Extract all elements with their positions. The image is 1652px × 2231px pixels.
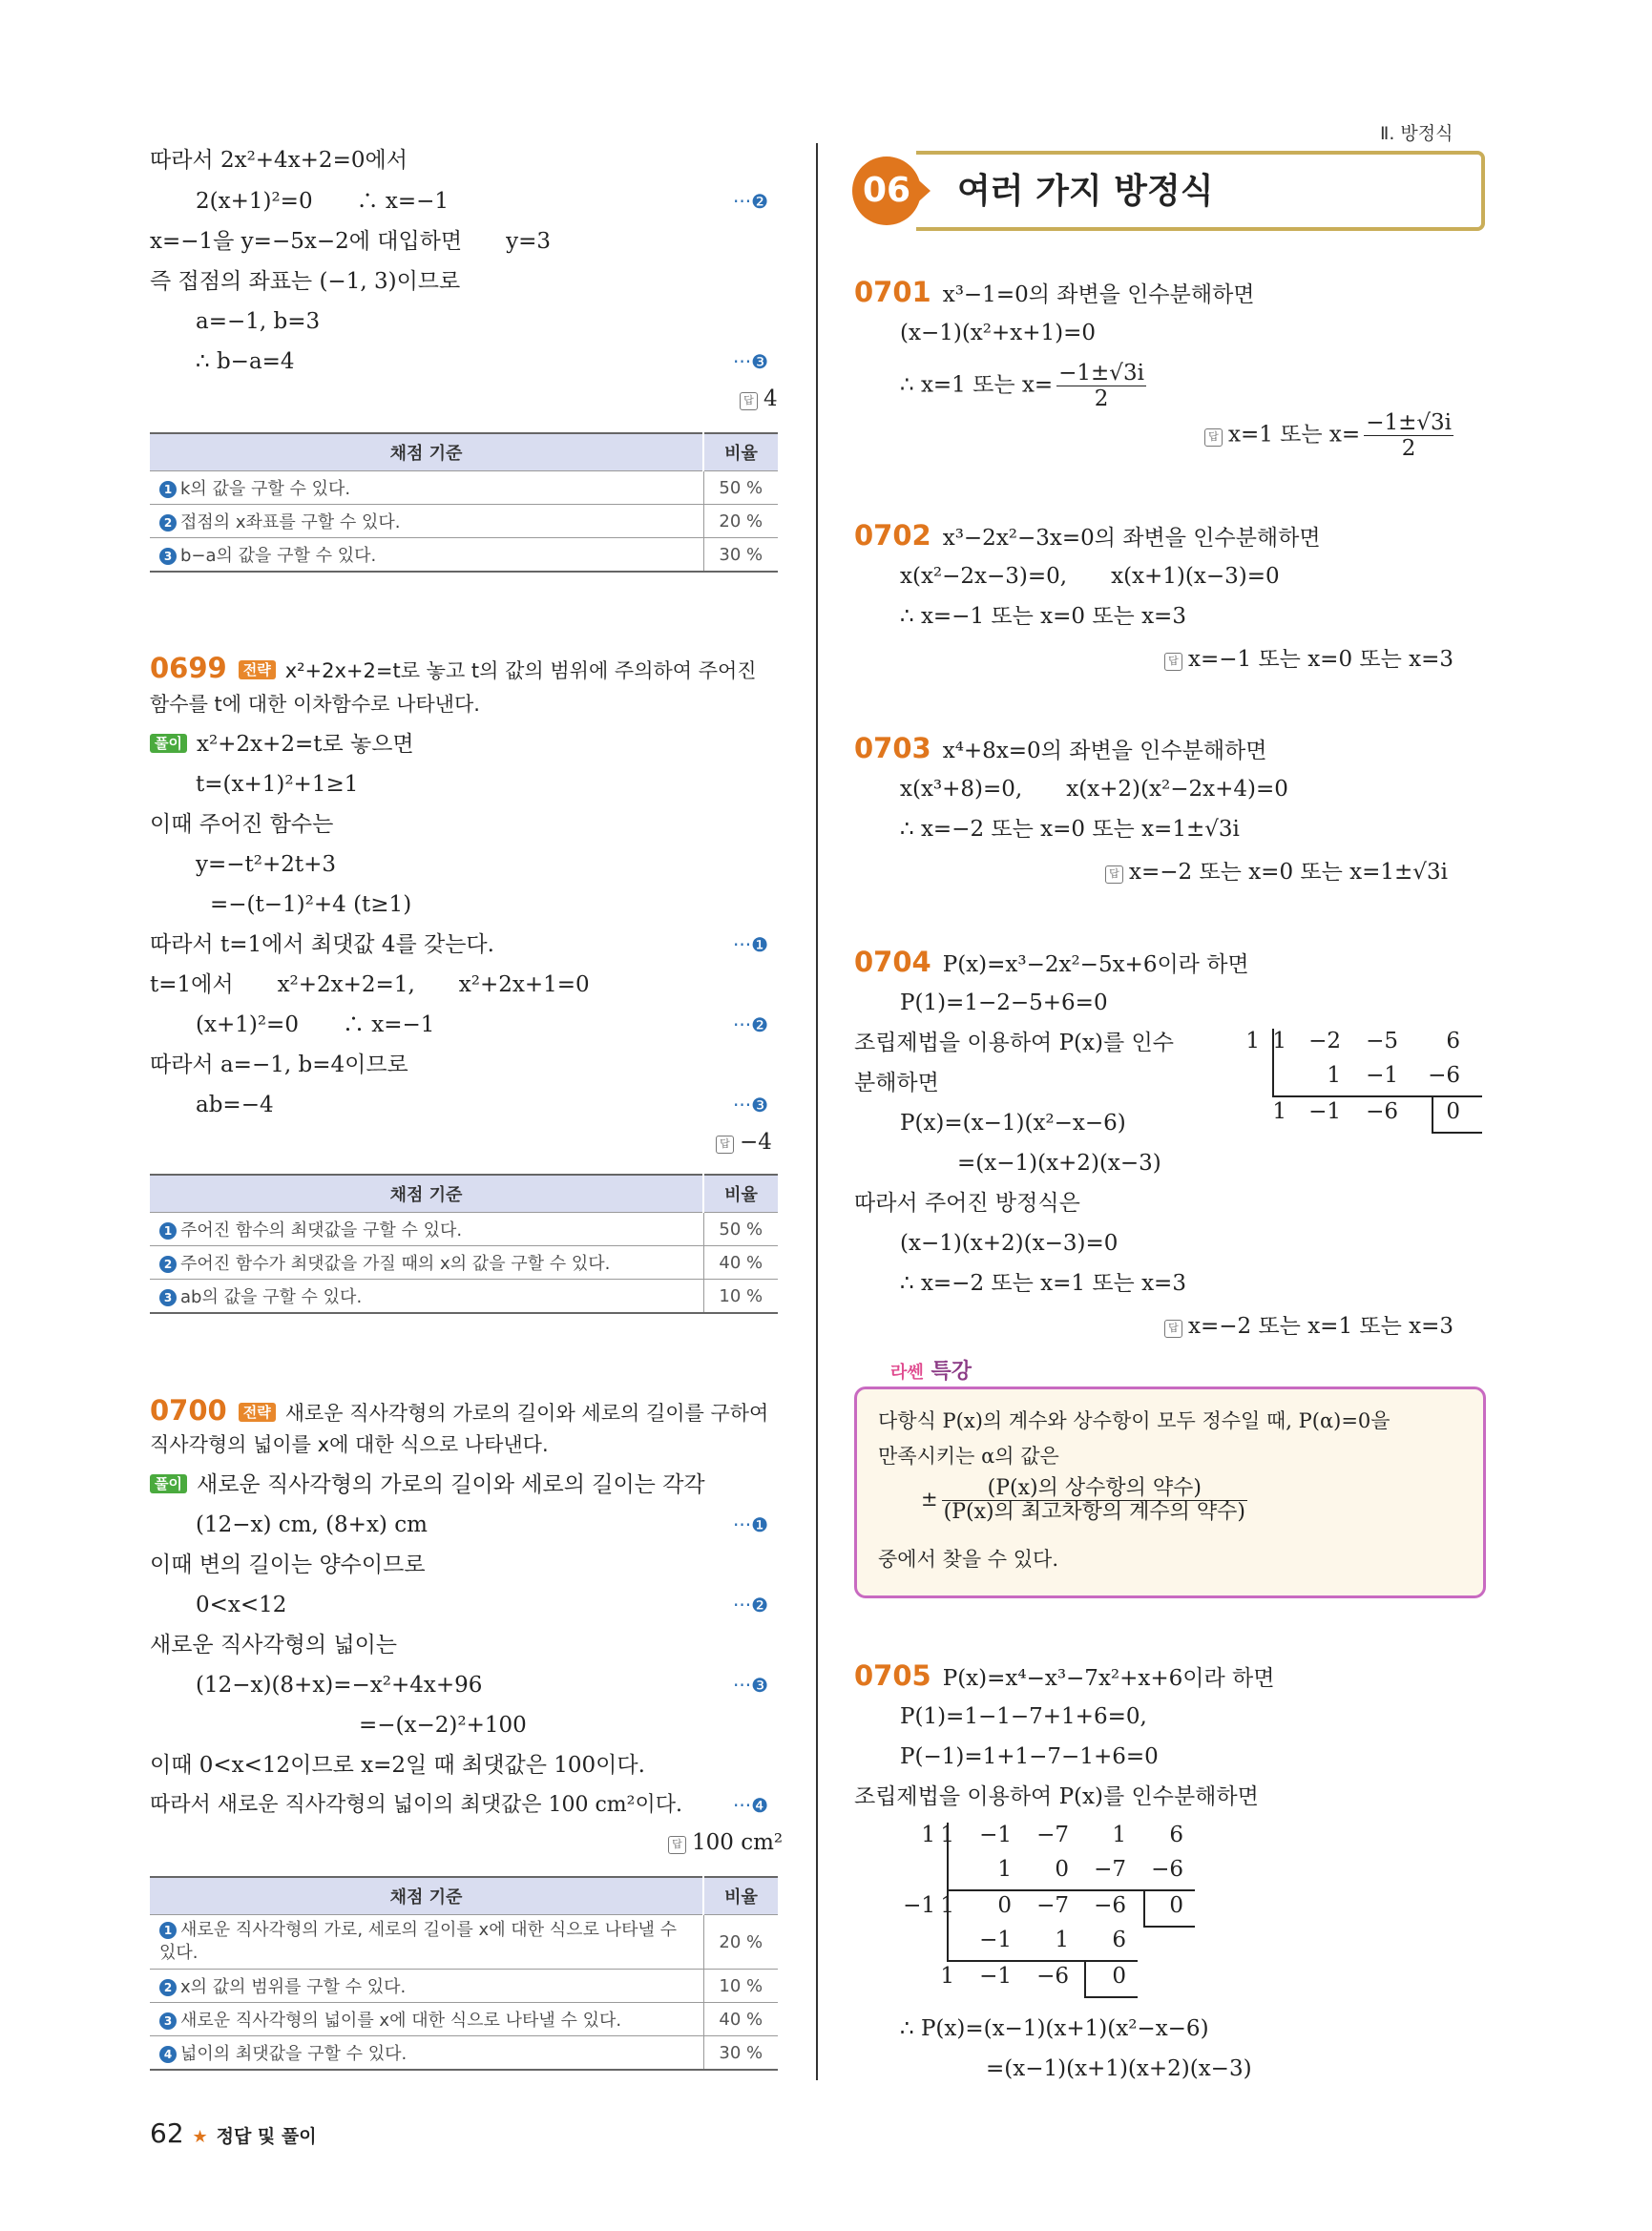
text-line: 조립제법을 이용하여 P(x)를 인수분해하면 — [854, 1784, 1259, 1809]
scoring-table-0699 — [150, 1174, 778, 1314]
table-row: 2 접점의 x좌표를 구할 수 있다. 20 % — [150, 505, 778, 538]
column-divider — [816, 143, 818, 2080]
text-line: (12−x) cm, (8+x) cm — [196, 1512, 428, 1537]
text-line: ∴ x=1 또는 x= $\frac{-1\pm√3i}{2}$ — [900, 361, 1144, 411]
text-line: (12−x)(8+x)=−x²+4x+96 — [196, 1673, 483, 1698]
text-line: 2(x+1)²=0 ∴ x=−1 — [196, 189, 450, 214]
text-line: (x−1)(x²+x+1)=0 — [900, 321, 1097, 345]
text-line: ∴ x=−2 또는 x=1 또는 x=3 — [900, 1271, 1186, 1296]
text-line: 따라서 2x²+4x+2=0에서 — [150, 148, 408, 173]
scoring-table-0700 — [150, 1876, 778, 2071]
solution-badge: 풀이 — [150, 734, 187, 753]
table-row: 3 b−a의 값을 구할 수 있다. 30 % — [150, 538, 778, 573]
step-mark: ···❶ — [733, 933, 769, 956]
table-row: 3 새로운 직사각형의 넓이를 x에 대한 식으로 나타낼 수 있다. 40 % — [150, 2003, 778, 2036]
text-line: (x+1)²=0 ∴ x=−1 — [196, 1012, 435, 1037]
text-line: ab=−4 — [196, 1093, 274, 1117]
text-line: (x−1)(x+2)(x−3)=0 — [900, 1231, 1119, 1256]
step-mark: ···❹ — [733, 1794, 769, 1817]
text-line: x=−1을 y=−5x−2에 대입하면 y=3 — [150, 229, 552, 254]
tip-label: 라쎈 특강 — [883, 1355, 979, 1385]
table-row: 1 주어진 함수의 최댓값을 구할 수 있다. 50 % — [150, 1213, 778, 1246]
chapter-title: 여러 가지 방정식 — [957, 172, 1214, 211]
tip-fraction: ± $\frac{\text{(P(x)의 상수항의 약수)}}{\text{(P(x)의 최고차항의 계수의 약수)}}$ — [921, 1476, 1245, 1524]
strategy-badge: 전략 — [239, 660, 276, 679]
strategy-badge: 전략 — [239, 1403, 276, 1422]
table-row: 2 x의 값의 범위를 구할 수 있다. 10 % — [150, 1970, 778, 2003]
table-row: 2 주어진 함수가 최댓값을 가질 때의 x의 값을 구할 수 있다. 40 % — [150, 1246, 778, 1280]
chapter-number: 06 — [852, 156, 921, 225]
answer-icon: 답 — [1164, 1320, 1182, 1338]
step-mark: ···❷ — [733, 1594, 769, 1616]
strategy-text: 직사각형의 넓이를 x에 대한 식으로 나타낸다. — [150, 1433, 549, 1456]
text-line: 0<x<12 — [196, 1593, 287, 1617]
answer: 답 x=−1 또는 x=0 또는 x=3 — [1164, 641, 1453, 673]
table-header: 비율 — [703, 433, 778, 471]
answer: 답 x=1 또는 x= $\frac{-1\pm√3i}{2}$ — [1204, 410, 1457, 461]
tip-text: 다항식 P(x)의 계수와 상수항이 모두 정수일 때, P(α)=0을 — [878, 1409, 1391, 1432]
text-line: 따라서 주어진 방정식은 — [854, 1191, 1080, 1216]
table-header: 채점 기준 — [150, 1877, 703, 1915]
text-line: ∴ x=−1 또는 x=0 또는 x=3 — [900, 604, 1186, 629]
text-line: 조립제법을 이용하여 P(x)를 인수 — [854, 1031, 1174, 1055]
answer-icon: 답 — [716, 1136, 734, 1154]
text-line: P(x)=(x−1)(x²−x−6) — [900, 1111, 1126, 1136]
answer-icon: 답 — [668, 1836, 686, 1854]
answer: 답 −4 — [716, 1130, 772, 1155]
problem-number: 0703 — [854, 732, 931, 764]
footer-label: 정답 및 풀이 — [216, 2126, 317, 2147]
answer: 답 x=−2 또는 x=0 또는 x=1±√3i — [1105, 854, 1448, 886]
strategy-text: 새로운 직사각형의 가로의 길이와 세로의 길이를 구하여 — [284, 1402, 769, 1425]
table-row: 4 넓이의 최댓값을 구할 수 있다. 30 % — [150, 2036, 778, 2071]
problem-number: 0705 — [854, 1659, 931, 1692]
text-line: =(x−1)(x+2)(x−3) — [957, 1151, 1161, 1176]
text-line: 즉 접점의 좌표는 (−1, 3)이므로 — [150, 269, 461, 294]
answer: 답 4 — [740, 386, 778, 411]
table-row: 1 새로운 직사각형의 가로, 세로의 길이를 x에 대한 식으로 나타낼 수 있다. 20 % — [150, 1915, 778, 1970]
text-line: P(1)=1−1−7+1+6=0, — [900, 1704, 1147, 1729]
problem-number: 0701 — [854, 276, 931, 308]
synthetic-division-0704: 1 1 −2 −5 6 1 −1 −6 1 −1 −6 0 — [1241, 1029, 1489, 1143]
text-line: a=−1, b=3 — [196, 309, 321, 334]
step-mark: ···❸ — [733, 1094, 769, 1116]
answer-icon: 답 — [1105, 865, 1123, 884]
problem-number: 0699 — [150, 652, 227, 684]
scoring-table-0698 — [150, 432, 778, 573]
text-line: t=(x+1)²+1≥1 — [196, 772, 359, 797]
table-row: 3 ab의 값을 구할 수 있다. 10 % — [150, 1280, 778, 1314]
answer-icon: 답 — [740, 392, 758, 410]
text-line: P(−1)=1+1−7−1+6=0 — [900, 1744, 1159, 1769]
problem-number: 0704 — [854, 946, 931, 978]
text-line: P(1)=1−2−5+6=0 — [900, 990, 1108, 1015]
text-line: x(x²−2x−3)=0, x(x+1)(x−3)=0 — [900, 564, 1280, 589]
text-line: 따라서 t=1에서 최댓값 4를 갖는다. — [150, 932, 494, 957]
table-header: 채점 기준 — [150, 433, 703, 471]
step-mark: ···❸ — [733, 350, 769, 373]
text-line: 분해하면 — [854, 1071, 939, 1095]
step-mark: ···❷ — [733, 190, 769, 213]
table-header: 채점 기준 — [150, 1175, 703, 1213]
solution-badge: 풀이 — [150, 1474, 187, 1493]
text-line: t=1에서 x²+2x+2=1, x²+2x+1=0 — [150, 972, 590, 997]
strategy-text: 함수를 t에 대한 이차함수로 나타낸다. — [150, 693, 480, 716]
text-line: ∴ b−a=4 — [196, 349, 295, 374]
text-line: 따라서 a=−1, b=4이므로 — [150, 1053, 408, 1077]
step-mark: ···❶ — [733, 1513, 769, 1536]
strategy-text: x²+2x+2=t로 놓고 t의 값의 범위에 주의하여 주어진 — [284, 659, 757, 682]
text-line: 이때 주어진 함수는 — [150, 812, 334, 837]
text-line: 따라서 새로운 직사각형의 넓이의 최댓값은 100 cm²이다. — [150, 1793, 682, 1817]
text-line: 이때 0<x<12이므로 x=2일 때 최댓값은 100이다. — [150, 1753, 645, 1778]
step-mark: ···❸ — [733, 1674, 769, 1697]
answer: 답 x=−2 또는 x=1 또는 x=3 — [1164, 1308, 1453, 1340]
text-line: y=−t²+2t+3 — [196, 852, 337, 877]
problem-number: 0702 — [854, 519, 931, 552]
problem-number: 0700 — [150, 1394, 227, 1427]
page-number: 62 — [150, 2117, 184, 2149]
table-header: 비율 — [703, 1877, 778, 1915]
star-icon: ★ — [192, 2127, 208, 2147]
chapter-label: Ⅱ. 방정식 — [1380, 123, 1453, 144]
step-mark: ···❷ — [733, 1013, 769, 1036]
text-line: =(x−1)(x+1)(x+2)(x−3) — [986, 2056, 1252, 2081]
table-row: 1 k의 값을 구할 수 있다. 50 % — [150, 471, 778, 505]
text-line: ∴ P(x)=(x−1)(x+1)(x²−x−6) — [900, 2016, 1209, 2041]
text-line: x(x³+8)=0, x(x+2)(x²−2x+4)=0 — [900, 777, 1288, 802]
answer-icon: 답 — [1164, 653, 1182, 671]
text-line: 새로운 직사각형의 넓이는 — [150, 1633, 398, 1658]
synthetic-division-0705: 1 −1 1 −1 −7 1 6 1 0 −7 −6 1 0 −7 −6 0 −1 1 6 1 −1 −6 0 — [897, 1823, 1241, 1999]
page-footer — [150, 2118, 317, 2153]
table-header: 비율 — [703, 1175, 778, 1213]
text-line: =−(t−1)²+4 (t≥1) — [210, 892, 412, 917]
text-line: ∴ x=−2 또는 x=0 또는 x=1±√3i — [900, 817, 1240, 842]
text-line: 이때 변의 길이는 양수이므로 — [150, 1553, 426, 1577]
tip-text: 만족시키는 α의 값은 — [878, 1445, 1059, 1468]
answer-icon: 답 — [1204, 428, 1223, 447]
text-line: =−(x−2)²+100 — [359, 1713, 527, 1738]
answer: 답 100 cm² — [668, 1830, 783, 1855]
tip-text: 중에서 찾을 수 있다. — [878, 1548, 1058, 1571]
